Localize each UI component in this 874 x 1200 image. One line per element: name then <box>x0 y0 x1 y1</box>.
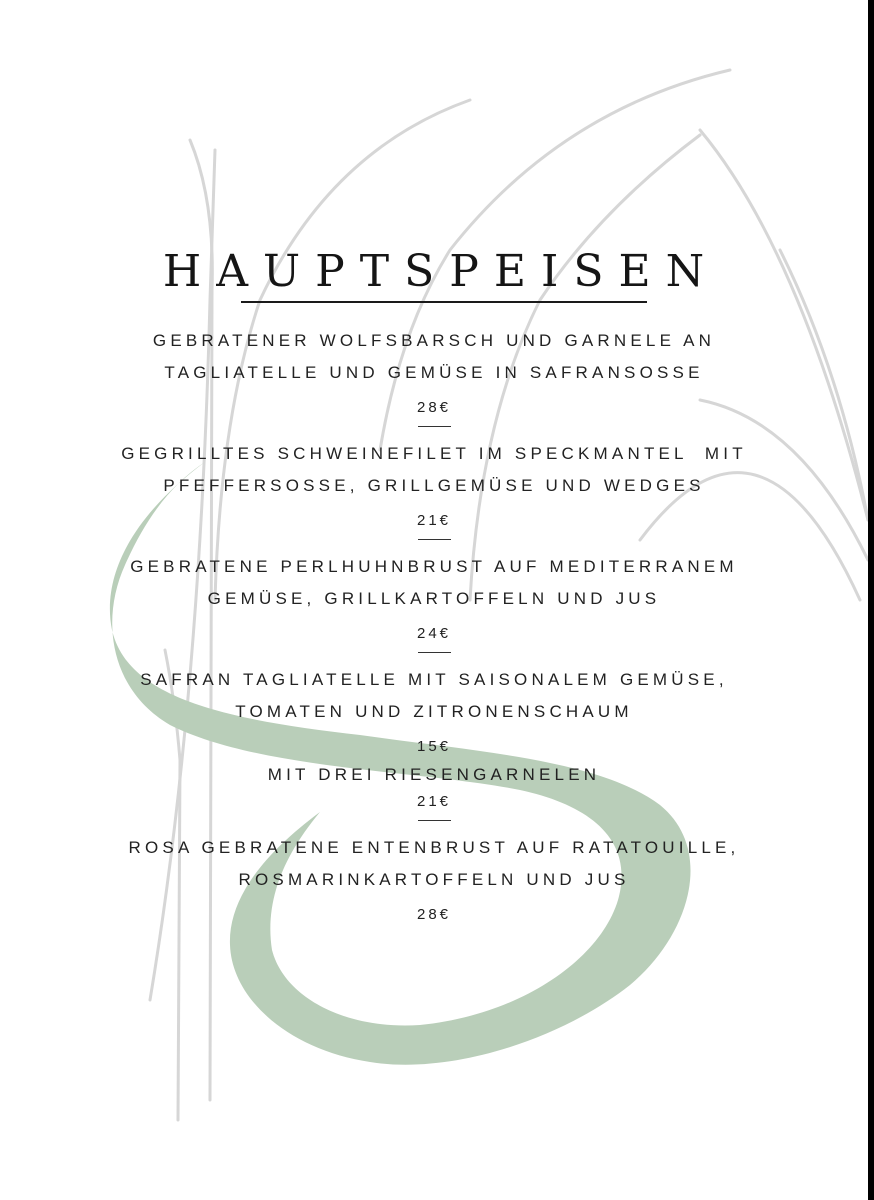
dish-price: 24€ <box>416 625 452 642</box>
dish-name-line-2: TAGLIATELLE UND GEMÜSE IN SAFRANSOSSE <box>164 363 704 382</box>
dish-addon-price: 21€ <box>416 793 452 810</box>
dish-addon: MIT DREI RIESENGARNELEN <box>267 765 601 784</box>
menu-item <box>0 664 868 821</box>
menu-item <box>0 832 868 925</box>
dish-price: 15€ <box>416 738 452 755</box>
dish-name-line-2: PFEFFERSOSSE, GRILLGEMÜSE UND WEDGES <box>163 476 705 495</box>
dish-name-line-2: TOMATEN UND ZITRONENSCHAUM <box>235 702 633 721</box>
dish-name-line-1: GEGRILLTES SCHWEINEFILET IM SPECKMANTEL MIT <box>121 444 747 463</box>
dish-name-line-2: ROSMARINKARTOFFELN UND JUS <box>238 870 630 889</box>
dish-name-line-2: GEMÜSE, GRILLKARTOFFELN UND JUS <box>207 589 661 608</box>
dish-name-line-1: ROSA GEBRATENE ENTENBRUST AUF RATATOUILLE, <box>128 838 740 857</box>
page-title: HAUPTSPEISEN <box>162 246 720 297</box>
menu-item <box>0 551 868 653</box>
divider <box>418 820 451 821</box>
divider <box>418 539 451 540</box>
menu-content <box>0 246 868 925</box>
title-underline <box>241 301 647 303</box>
dish-price: 28€ <box>416 906 452 923</box>
dish-name-line-1: GEBRATENE PERLHUHNBRUST AUF MEDITERRANEM <box>130 557 738 576</box>
dish-price: 28€ <box>416 399 452 416</box>
dish-name-line-1: GEBRATENER WOLFSBARSCH UND GARNELE AN <box>152 331 716 350</box>
dish-price: 21€ <box>416 512 452 529</box>
divider <box>418 652 451 653</box>
menu-item <box>0 325 868 427</box>
menu-item <box>0 438 868 540</box>
dish-name-line-1: SAFRAN TAGLIATELLE MIT SAISONALEM GEMÜSE, <box>140 670 728 689</box>
divider <box>418 426 451 427</box>
